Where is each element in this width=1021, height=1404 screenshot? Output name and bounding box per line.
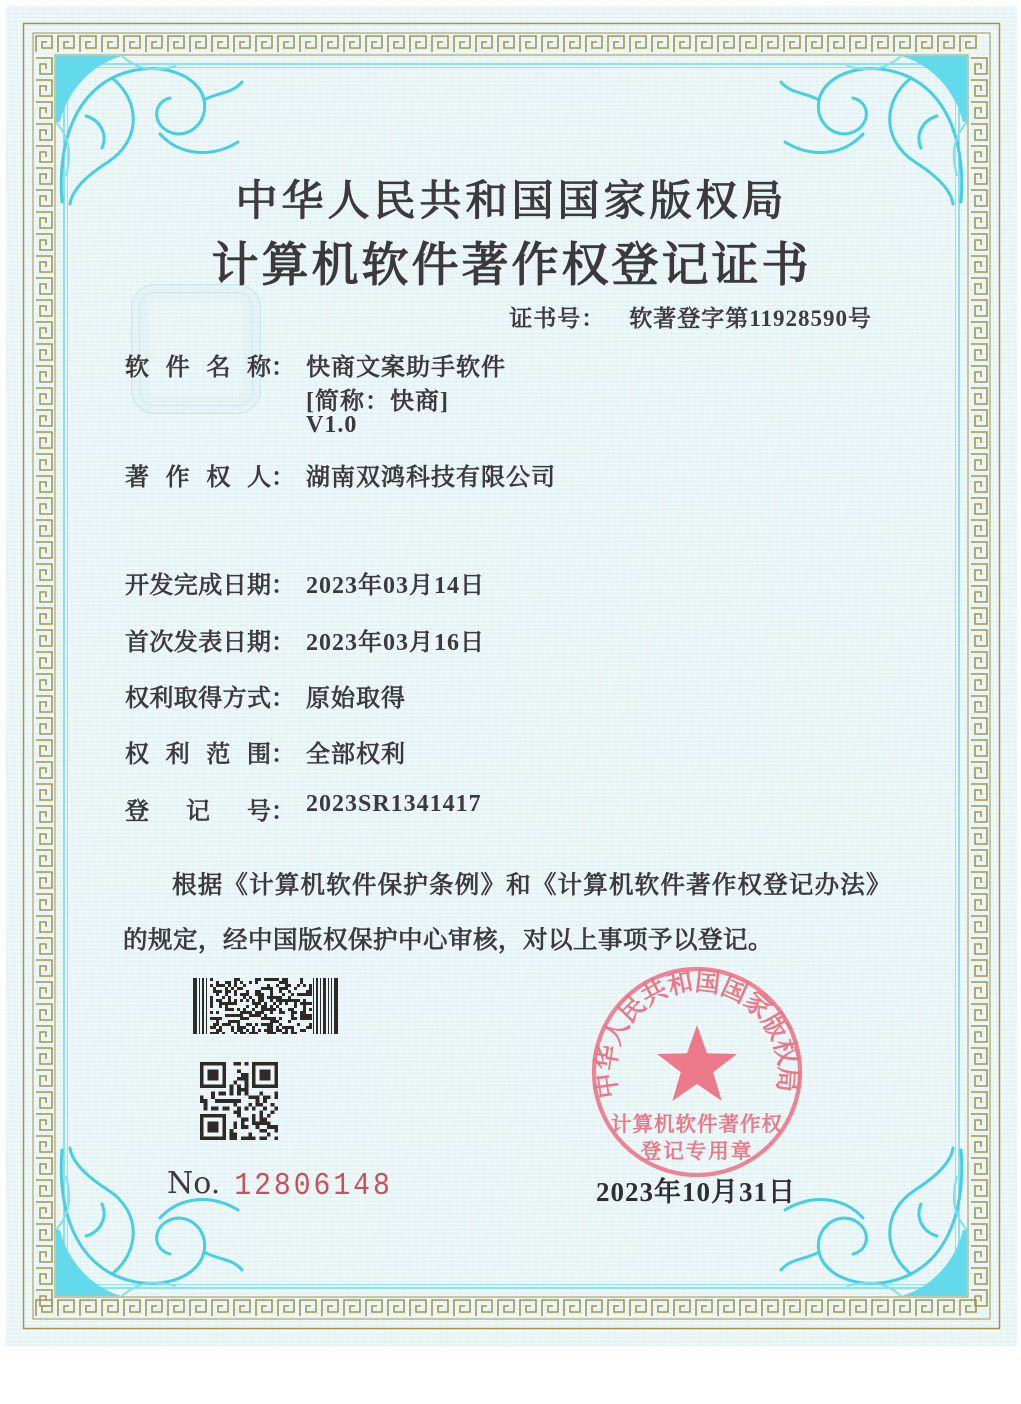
official-seal	[580, 955, 820, 1195]
barcode-2d	[193, 978, 339, 1034]
star-icon	[657, 1025, 737, 1101]
field-dev-complete-date	[125, 565, 485, 600]
seal-arc-text: 中华人民共和国国家版权局	[590, 965, 804, 1101]
field-label: 著作权人	[125, 465, 271, 491]
certificate-number	[6, 300, 872, 333]
field-copyright-owner	[125, 457, 556, 492]
certificate-title: 计算机软件著作权登记证书	[211, 240, 812, 292]
field-colon: ：	[271, 465, 295, 491]
field-value: 快商文案助手软件	[306, 355, 506, 381]
field-rights-acquisition	[125, 678, 406, 713]
field-colon: ：	[271, 742, 295, 768]
authority-title: 中华人民共和国国家版权局	[235, 179, 788, 225]
certificate-number-value: 软著登字第11928590号	[629, 306, 872, 331]
field-value: 湖南双鸿科技有限公司	[306, 465, 556, 491]
field-software-name	[125, 347, 506, 382]
field-colon: ：	[271, 630, 295, 656]
field-label: 开发完成日期	[125, 573, 271, 599]
field-rights-scope	[125, 734, 406, 769]
certificate	[6, 6, 1017, 1346]
seal-line1: 计算机软件著作权	[611, 1114, 783, 1136]
certificate-number-label: 证书号：	[509, 306, 606, 331]
field-colon: ：	[271, 355, 295, 381]
registration-statement: 根据《计算机软件保护条例》和《计算机软件著作权登记办法》的规定，经中国版权保护中心审核，对以上事项予以登记。	[123, 872, 891, 954]
field-registration-number	[125, 791, 482, 826]
field-colon: ：	[271, 686, 295, 712]
field-value: 2023年03月14日	[306, 573, 485, 599]
field-value: 全部权利	[306, 742, 406, 768]
field-software-shortname: [简称：快商]	[306, 389, 449, 415]
field-software-version: V1.0	[306, 412, 358, 438]
field-label: 软件名称	[125, 355, 271, 381]
serial-digits: 12806148	[234, 1169, 393, 1204]
field-label: 首次发表日期	[125, 630, 271, 656]
field-value: 2023年03月16日	[306, 630, 485, 656]
serial-number	[167, 1166, 393, 1202]
field-label: 权利范围	[125, 742, 271, 768]
field-first-publish-date	[125, 622, 485, 657]
field-colon: ：	[271, 573, 295, 599]
serial-prefix: No.	[167, 1166, 221, 1201]
issue-date: 2023年10月31日	[596, 1177, 796, 1207]
field-label: 权利取得方式	[125, 686, 271, 712]
field-value: 原始取得	[306, 686, 406, 712]
qr-code	[200, 1062, 278, 1140]
field-label: 登记号	[125, 799, 271, 825]
seal-line2: 登记专用章	[640, 1141, 754, 1163]
field-value: 2023SR1341417	[306, 791, 482, 817]
field-colon: ：	[271, 799, 295, 825]
